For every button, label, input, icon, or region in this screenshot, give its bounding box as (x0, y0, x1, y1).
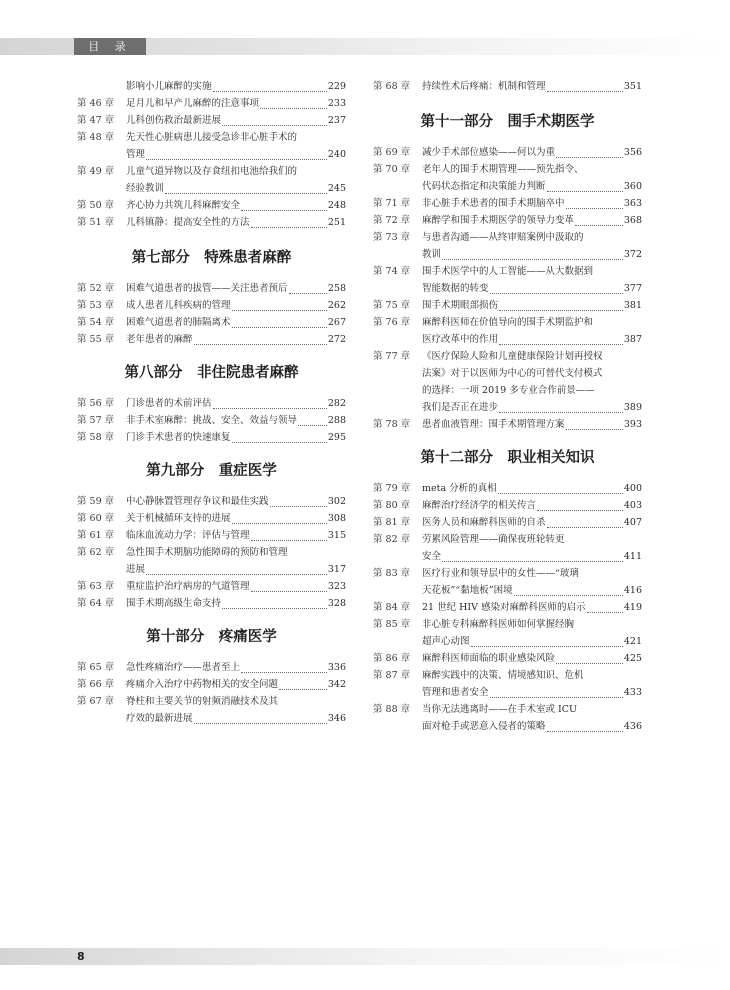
chapter-title-line: 超声心动图 (422, 636, 470, 647)
toc-entry[interactable] (77, 395, 346, 412)
dot-leader (232, 326, 327, 328)
chapter-title-line: 患者血液管理：围手术期管理方案 (422, 419, 565, 430)
dot-leader (251, 590, 327, 592)
page-ref: 308 (327, 513, 346, 524)
chapter-title-line: 麻醉科医师在价值导向的围手术期监护和 (422, 317, 594, 328)
dot-leader (289, 292, 327, 294)
dot-leader (279, 688, 327, 690)
dot-leader (547, 526, 623, 528)
dot-leader (566, 207, 623, 209)
toc-right-column (373, 78, 642, 735)
chapter-title-line: 非心脏手术患者的围手术期脑卒中 (422, 198, 565, 209)
chapter-number: 第 66 章 (77, 679, 115, 690)
page-ref: 346 (327, 713, 346, 724)
dot-leader (498, 492, 623, 494)
chapter-number: 第 68 章 (373, 81, 411, 92)
chapter-number: 第 64 章 (77, 598, 115, 609)
page-ref: 403 (623, 500, 642, 511)
chapter-title-line: 麻醉治疗经济学的相关传言 (422, 500, 537, 511)
chapter-title-line: 老年患者的麻醉 (126, 334, 193, 345)
dot-leader (232, 441, 327, 443)
chapter-title-line: 重症监护治疗病房的气道管理 (126, 581, 250, 592)
dot-leader (442, 258, 623, 260)
toc-entry[interactable] (373, 616, 642, 650)
dot-leader (213, 407, 327, 409)
chapter-title-line: meta 分析的真相 (422, 483, 497, 494)
chapter-number: 第 79 章 (373, 483, 411, 494)
chapter-title-line: 法案》对于以医师为中心的可替代支付模式 (422, 368, 603, 379)
dot-leader (547, 730, 623, 732)
chapter-number: 第 63 章 (77, 581, 115, 592)
chapter-title-line: 面对枪手或恶意入侵者的策略 (422, 721, 546, 732)
dot-leader (575, 224, 623, 226)
toc-entry[interactable] (77, 595, 346, 612)
chapter-number: 第 74 章 (373, 266, 411, 277)
chapter-title-line: 劳累风险管理——确保夜班轮转更 (422, 534, 565, 545)
chapter-title-line: 管理 (126, 149, 146, 160)
dot-leader (490, 696, 623, 698)
toc-entry[interactable] (77, 693, 346, 727)
page-ref: 387 (623, 334, 642, 345)
chapter-title-line: 儿童气道异物以及存食纽扣电池给我们的 (126, 166, 298, 177)
toc-entry[interactable] (373, 599, 642, 616)
chapter-number: 第 73 章 (373, 232, 411, 243)
dot-leader (165, 192, 327, 194)
page-ref: 356 (623, 147, 642, 158)
toc-entry[interactable] (373, 229, 642, 263)
chapter-title-line: 非手术室麻醉：挑战、安全、效益与领导 (126, 415, 298, 426)
page-ref: 315 (327, 530, 346, 541)
chapter-title-line: 麻醉学和围手术期医学的领导力变革 (422, 215, 575, 226)
chapter-title-line: 代码状态指定和决策能力判断 (422, 181, 546, 192)
chapter-title-line: 门诊患者的术前评估 (126, 398, 212, 409)
toc-entry[interactable] (77, 527, 346, 544)
dot-leader (499, 411, 623, 413)
chapter-number: 第 70 章 (373, 164, 411, 175)
toc-entry[interactable] (373, 480, 642, 497)
toc-entry[interactable] (373, 514, 642, 531)
toc-entry[interactable] (77, 95, 346, 112)
dot-leader (232, 309, 327, 311)
dot-leader (547, 90, 623, 92)
dot-leader (260, 107, 327, 109)
toc-entry[interactable] (373, 144, 642, 161)
chapter-number: 第 46 章 (77, 98, 115, 109)
chapter-title-line: 的选择：一项 2019 多专业合作前景—— (422, 385, 595, 396)
dot-leader (251, 539, 327, 541)
footer-band (0, 948, 730, 965)
toc-entry[interactable] (77, 280, 346, 297)
dot-leader (270, 505, 327, 507)
chapter-title-line: 当你无法逃离时——在手术室或 ICU (422, 704, 578, 715)
chapter-title-line: 困难气道患者的肺隔离术 (126, 317, 231, 328)
chapter-number: 第 61 章 (77, 530, 115, 541)
chapter-number: 第 69 章 (373, 147, 411, 158)
chapter-title-line: 疗效的最新进展 (126, 713, 193, 724)
chapter-number: 第 54 章 (77, 317, 115, 328)
page-ref: 233 (327, 98, 346, 109)
chapter-title-line: 进展 (126, 564, 146, 575)
page-ref: 342 (327, 679, 346, 690)
chapter-title-line: 门诊手术患者的快速康复 (126, 432, 231, 443)
toc-entry[interactable] (373, 314, 642, 348)
dot-leader (556, 662, 623, 664)
chapter-title-line: 儿科镇静：提高安全性的方法 (126, 217, 250, 228)
toc-entry[interactable] (373, 650, 642, 667)
chapter-number: 第 81 章 (373, 517, 411, 528)
page-ref: 363 (623, 198, 642, 209)
toc-entry[interactable] (77, 578, 346, 595)
toc-entry[interactable] (77, 331, 346, 348)
section-label-contents: 目 录 (74, 38, 146, 55)
chapter-number: 第 48 章 (77, 132, 115, 143)
part-heading: 第十部分 疼痛医学 (146, 628, 277, 645)
page-ref: 425 (623, 653, 642, 664)
page-ref: 229 (327, 81, 346, 92)
toc-entry[interactable] (77, 676, 346, 693)
page-ref: 381 (623, 300, 642, 311)
dot-leader (146, 573, 327, 575)
page-ref: 436 (623, 721, 642, 732)
chapter-number: 第 86 章 (373, 653, 411, 664)
chapter-title-line: 与患者沟通——从终审赔案例中汲取的 (422, 232, 584, 243)
page-ref: 240 (327, 149, 346, 160)
chapter-title-line: 影响小儿麻醉的实施 (126, 81, 212, 92)
page-ref: 245 (327, 183, 346, 194)
page-ref: 372 (623, 249, 642, 260)
page-ref: 262 (327, 300, 346, 311)
chapter-title-line: 我们是否正在进步 (422, 402, 499, 413)
toc-entry[interactable] (77, 197, 346, 214)
part-heading: 第九部分 重症医学 (146, 462, 277, 479)
toc-entry[interactable] (77, 129, 346, 163)
chapter-number: 第 55 章 (77, 334, 115, 345)
toc-entry[interactable] (373, 297, 642, 314)
chapter-title-line: 困难气道患者的拔管——关注患者预后 (126, 283, 288, 294)
dot-leader (241, 209, 327, 211)
dot-leader (251, 226, 327, 228)
chapter-title-line: 先天性心脏病患儿接受急诊非心脏手术的 (126, 132, 298, 143)
dot-leader (146, 158, 327, 160)
dot-leader (556, 156, 623, 158)
dot-leader (213, 90, 327, 92)
chapter-number: 第 67 章 (77, 696, 115, 707)
toc-entry[interactable] (77, 659, 346, 676)
chapter-number: 第 77 章 (373, 351, 411, 362)
chapter-number: 第 58 章 (77, 432, 115, 443)
dot-leader (222, 124, 327, 126)
chapter-number: 第 62 章 (77, 547, 115, 558)
chapter-title-line: 医务人员和麻醉科医师的自杀 (422, 517, 546, 528)
page-ref: 421 (623, 636, 642, 647)
chapter-number: 第 88 章 (373, 704, 411, 715)
chapter-number: 第 82 章 (373, 534, 411, 545)
chapter-number: 第 75 章 (373, 300, 411, 311)
toc-entry[interactable] (77, 214, 346, 231)
chapter-number: 第 50 章 (77, 200, 115, 211)
chapter-number: 第 57 章 (77, 415, 115, 426)
toc-entry[interactable] (373, 263, 642, 297)
toc-entry[interactable] (77, 112, 346, 129)
dot-leader (499, 343, 623, 345)
chapter-number: 第 60 章 (77, 513, 115, 524)
toc-entry[interactable] (77, 510, 346, 527)
page-ref: 272 (327, 334, 346, 345)
page-ref: 328 (327, 598, 346, 609)
chapter-title-line: 《医疗保险人险和儿童健康保险计划再授权 (422, 351, 603, 362)
chapter-title-line: 围手术医学中的人工智能——从大数据到 (422, 266, 594, 277)
chapter-title-line: 关于机械循环支持的进展 (126, 513, 231, 524)
page-ref: 336 (327, 662, 346, 673)
chapter-number: 第 78 章 (373, 419, 411, 430)
toc-entry[interactable] (77, 493, 346, 510)
page-ref: 433 (623, 687, 642, 698)
chapter-title-line: 成人患者儿科疾病的管理 (126, 300, 231, 311)
chapter-title-line: 持续性术后疼痛：机制和管理 (422, 81, 546, 92)
chapter-number: 第 72 章 (373, 215, 411, 226)
chapter-title-line: 急性疼痛治疗——患者至上 (126, 662, 241, 673)
chapter-number: 第 84 章 (373, 602, 411, 613)
page-ref: 377 (623, 283, 642, 294)
page-ref: 248 (327, 200, 346, 211)
page-ref: 360 (623, 181, 642, 192)
part-heading: 第八部分 非住院患者麻醉 (124, 364, 299, 381)
page-ref: 400 (623, 483, 642, 494)
toc-entry[interactable] (77, 429, 346, 446)
dot-leader (194, 343, 327, 345)
toc-entry[interactable] (373, 78, 642, 95)
chapter-number: 第 53 章 (77, 300, 115, 311)
dot-leader (222, 607, 327, 609)
chapter-title-line: 医疗改革中的作用 (422, 334, 499, 345)
toc-entry[interactable] (77, 314, 346, 331)
chapter-title-line: 中心静脉置管理存争议和最佳实践 (126, 496, 269, 507)
chapter-title-line: 疼痛介入治疗中药物相关的安全问题 (126, 679, 279, 690)
chapter-title-line: 经验教训 (126, 183, 165, 194)
chapter-title-line: 脊柱和主要关节的射频消融技术及其 (126, 696, 279, 707)
dot-leader (537, 509, 623, 511)
chapter-title-line: 齐心协力共筑儿科麻醉安全 (126, 200, 241, 211)
toc-entry[interactable] (373, 531, 642, 565)
dot-leader (499, 309, 623, 311)
dot-leader (241, 671, 327, 673)
page-ref: 407 (623, 517, 642, 528)
dot-leader (566, 428, 623, 430)
dot-leader (471, 645, 623, 647)
page-ref: 411 (623, 551, 642, 562)
part-heading: 第十一部分 围手术期医学 (420, 113, 595, 130)
chapter-title-line: 安全 (422, 551, 442, 562)
chapter-title-line: 麻醉科医师面临的职业感染风险 (422, 653, 556, 664)
page-ref: 323 (327, 581, 346, 592)
dot-leader (587, 611, 623, 613)
toc-entry[interactable] (373, 497, 642, 514)
page-ref: 288 (327, 415, 346, 426)
chapter-title-line: 管理和患者安全 (422, 687, 489, 698)
page-ref: 317 (327, 564, 346, 575)
dot-leader (232, 522, 327, 524)
toc-left-column (77, 78, 346, 727)
page-number: 8 (77, 950, 85, 963)
chapter-title-line: 教训 (422, 249, 442, 260)
page-ref: 416 (623, 585, 642, 596)
part-heading: 第十二部分 职业相关知识 (420, 449, 595, 466)
dot-leader (298, 424, 327, 426)
page-ref: 419 (623, 602, 642, 613)
page-ref: 351 (623, 81, 642, 92)
chapter-number: 第 85 章 (373, 619, 411, 630)
page-ref: 282 (327, 398, 346, 409)
part-heading: 第七部分 特殊患者麻醉 (131, 249, 292, 266)
chapter-title-line: 围手术期眼部损伤 (422, 300, 499, 311)
chapter-title-line: 非心脏专科麻醉科医师如何掌握经胸 (422, 619, 575, 630)
dot-leader (442, 560, 623, 562)
chapter-number: 第 83 章 (373, 568, 411, 579)
dot-leader (194, 722, 327, 724)
page-ref: 393 (623, 419, 642, 430)
toc-entry[interactable] (373, 701, 642, 735)
dot-leader (547, 190, 623, 192)
toc-entry[interactable] (373, 348, 642, 416)
chapter-title-line: 足月儿和早产儿麻醉的注意事项 (126, 98, 260, 109)
toc-entry[interactable] (373, 565, 642, 599)
chapter-number: 第 56 章 (77, 398, 115, 409)
chapter-title-line: 老年人的围手术期管理——预先指令、 (422, 164, 584, 175)
page-ref: 251 (327, 217, 346, 228)
chapter-number (77, 78, 126, 95)
page-ref: 389 (623, 402, 642, 413)
chapter-title-line: 智能数据的转变 (422, 283, 489, 294)
page-ref: 267 (327, 317, 346, 328)
chapter-title-line: 21 世纪 HIV 感染对麻醉科医师的启示 (422, 602, 586, 613)
toc-entry[interactable] (77, 297, 346, 314)
dot-leader (490, 292, 623, 294)
chapter-title-line: 医疗行业和领导层中的女性——“玻璃 (422, 568, 579, 579)
chapter-title-line: 麻醉实践中的决策、情境感知识、危机 (422, 670, 584, 681)
toc-entry[interactable] (77, 163, 346, 197)
chapter-number: 第 59 章 (77, 496, 115, 507)
toc-entry[interactable] (373, 195, 642, 212)
chapter-number: 第 47 章 (77, 115, 115, 126)
chapter-title-line: 天花板”“黏地板”困境 (422, 585, 513, 596)
toc-entry[interactable] (373, 161, 642, 195)
chapter-title-line: 减少手术部位感染——何以为重 (422, 147, 556, 158)
toc-entry[interactable] (77, 412, 346, 429)
chapter-title-line: 急性围手术期脑功能障碍的预防和管理 (126, 547, 288, 558)
toc-entry[interactable] (77, 544, 346, 578)
chapter-number: 第 80 章 (373, 500, 411, 511)
chapter-number: 第 65 章 (77, 662, 115, 673)
chapter-number: 第 49 章 (77, 166, 115, 177)
page-ref: 237 (327, 115, 346, 126)
chapter-number: 第 71 章 (373, 198, 411, 209)
chapter-title-line: 儿科创伤救治最新进展 (126, 115, 222, 126)
toc-entry[interactable] (373, 667, 642, 701)
chapter-number: 第 51 章 (77, 217, 115, 228)
toc-entry[interactable] (373, 416, 642, 433)
page-ref: 295 (327, 432, 346, 443)
chapter-number: 第 87 章 (373, 670, 411, 681)
chapter-title-line: 临床血流动力学：评估与管理 (126, 530, 250, 541)
page-ref: 368 (623, 215, 642, 226)
chapter-number: 第 52 章 (77, 283, 115, 294)
page-ref: 258 (327, 283, 346, 294)
toc-entry[interactable] (373, 212, 642, 229)
chapter-number: 第 76 章 (373, 317, 411, 328)
toc-entry[interactable] (77, 78, 346, 95)
chapter-title-line: 围手术期高级生命支持 (126, 598, 222, 609)
page-ref: 302 (327, 496, 346, 507)
dot-leader (514, 594, 623, 596)
